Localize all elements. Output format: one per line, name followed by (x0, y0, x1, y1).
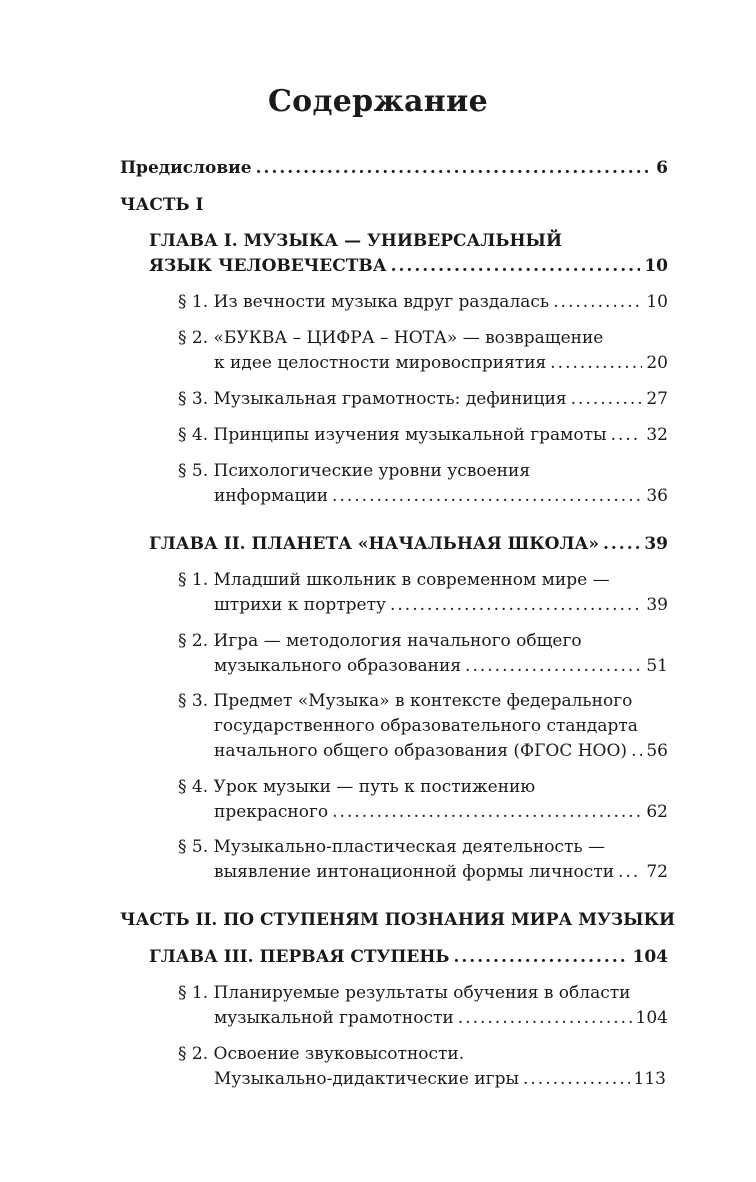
toc-chapter-3 (149, 945, 668, 970)
toc-entry-title-cont: прекрасного (214, 802, 329, 822)
toc-leader-dots (332, 484, 642, 509)
toc-entry-title-cont: информации (214, 486, 329, 506)
toc-page-number: 27 (646, 389, 668, 409)
toc-leader-dots (631, 739, 642, 764)
toc-entry-title-cont: музыкального образования (214, 656, 462, 676)
toc-entry-title: § 5. Психологические уровни усвоения (178, 461, 531, 481)
toc-leader-dots (618, 860, 642, 885)
toc-leader-dots (553, 290, 642, 315)
toc-entry-title-cont: выявление интонационной формы личности (214, 862, 615, 882)
toc-entry-title: § 2. Освоение звуковысотности. (178, 1044, 465, 1064)
toc-entry-title: Предисловие (120, 158, 252, 178)
toc-entry-preface (120, 156, 668, 181)
toc-page-number: 20 (646, 353, 668, 373)
toc-entry-title-cont: ЯЗЫК ЧЕЛОВЕЧЕСТВА (149, 256, 387, 276)
toc-leader-dots (603, 532, 640, 557)
toc-chapter-1 (149, 229, 668, 279)
toc-page-number: 51 (646, 656, 668, 676)
toc-section-2-5 (178, 835, 668, 885)
toc-section-2-2 (178, 629, 668, 679)
toc-leader-dots (332, 800, 642, 825)
toc-section-3-2 (178, 1042, 666, 1092)
toc-entry-title: § 2. «БУКВА – ЦИФРА – НОТА» — возвращение (178, 328, 604, 348)
toc-page-number: 39 (644, 534, 668, 554)
toc-leader-dots (523, 1067, 630, 1092)
toc-entry-title-cont: штрихи к портрету (214, 595, 386, 615)
toc-page-number: 39 (646, 595, 668, 615)
toc-entry-title-cont: музыкальной грамотности (214, 1008, 454, 1028)
toc-entry-title-cont: Музыкально-дидактические игры (214, 1069, 519, 1089)
toc-leader-dots (611, 423, 643, 448)
toc-page-number: 104 (635, 1008, 668, 1028)
toc-entry-title: § 4. Принципы изучения музыкальной грамоты (178, 425, 607, 445)
toc-page-number: 104 (632, 947, 668, 967)
toc-page-number: 62 (646, 802, 668, 822)
toc-page-number: 32 (646, 425, 668, 445)
toc-leader-dots (465, 654, 642, 679)
toc-section-3-1 (178, 981, 668, 1031)
toc-section-1-1 (178, 290, 668, 315)
toc-entry-title: § 3. Музыкальная грамотность: дефиниция (178, 389, 567, 409)
toc-section-2-4 (178, 775, 668, 825)
toc-section-2-3 (178, 689, 668, 764)
toc-leader-dots (458, 1006, 632, 1031)
toc-section-1-5 (178, 459, 668, 509)
toc-chapter-2 (149, 532, 668, 557)
toc-entry-title-cont: начального общего образования (ФГОС НОО) (214, 741, 628, 761)
toc-entry-title: § 1. Из вечности музыка вдруг раздалась (178, 292, 550, 312)
page-title: Содержание (268, 84, 488, 119)
toc-entry-title: ГЛАВА I. МУЗЫКА — УНИВЕРСАЛЬНЫЙ (149, 231, 563, 251)
toc-page-number: 6 (656, 158, 668, 178)
toc-entry-title: ГЛАВА III. ПЕРВАЯ СТУПЕНЬ (149, 947, 450, 967)
toc-page-number: 56 (646, 741, 668, 761)
toc-page-number: 113 (633, 1069, 666, 1089)
toc-section-2-1 (178, 568, 668, 618)
toc-section-1-2 (178, 326, 668, 376)
toc-leader-dots (571, 387, 643, 412)
toc-page-number: 36 (646, 486, 668, 506)
toc-page-number: 10 (646, 292, 668, 312)
toc-entry-title: § 3. Предмет «Музыка» в контексте федерального (178, 691, 633, 711)
toc-leader-dots (256, 156, 653, 181)
toc-entry-title: § 1. Младший школьник в современном мире — (178, 570, 610, 590)
toc-leader-dots (391, 254, 641, 279)
toc-part-title: ЧАСТЬ II. ПО СТУПЕНЯМ ПОЗНАНИЯ МИРА МУЗЫКИ (120, 910, 676, 930)
toc-entry-title: § 1. Планируемые результаты обучения в области (178, 983, 631, 1003)
toc-leader-dots (390, 593, 642, 618)
toc-part-1 (120, 193, 668, 218)
toc-part-title: ЧАСТЬ I (120, 195, 204, 215)
toc-part-2 (120, 908, 676, 933)
toc-leader-dots (453, 945, 628, 970)
toc-section-1-4 (178, 423, 668, 448)
toc-entry-title: § 4. Урок музыки — путь к постижению (178, 777, 536, 797)
toc-page-number: 10 (644, 256, 668, 276)
toc-entry-title-cont: государственного образовательного стандарта (214, 716, 638, 736)
toc-entry-title: § 2. Игра — методология начального общего (178, 631, 582, 651)
toc-entry-title: ГЛАВА II. ПЛАНЕТА «НАЧАЛЬНАЯ ШКОЛА» (149, 534, 599, 554)
toc-page-number: 72 (646, 862, 668, 882)
toc-entry-title-cont: к идее целостности мировосприятия (214, 353, 547, 373)
toc-section-1-3 (178, 387, 668, 412)
toc-entry-title: § 5. Музыкально-пластическая деятельность — (178, 837, 606, 857)
toc-leader-dots (550, 351, 642, 376)
